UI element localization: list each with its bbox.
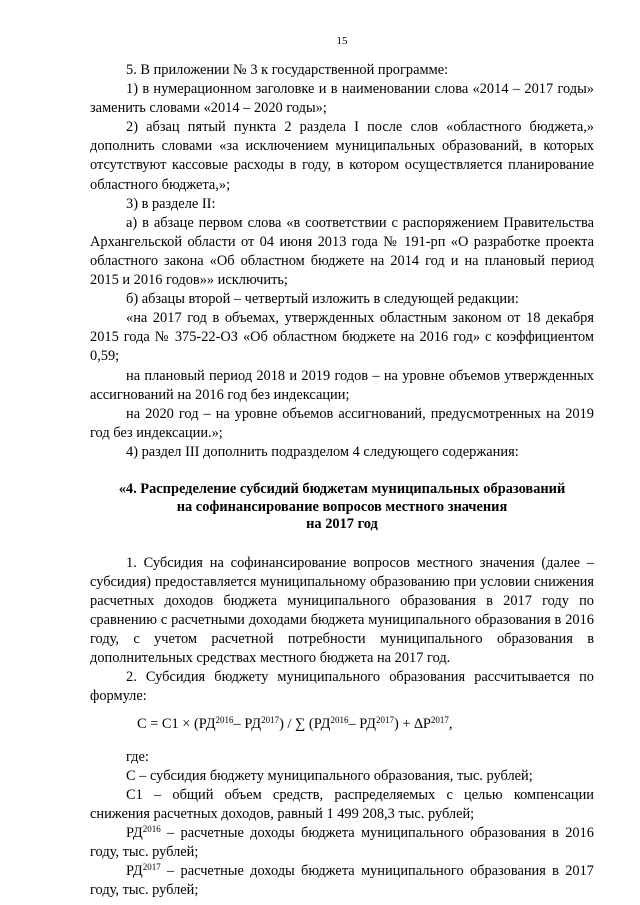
formula-superscript: 2017 xyxy=(261,714,280,725)
definition-text: – расчетные доходы бюджета муниципального образования в 2016 году, тыс. рублей; xyxy=(90,824,594,861)
heading-line-2: на софинансирование вопросов местного значения xyxy=(176,498,508,515)
amendment-item-3: 3) в разделе II: xyxy=(126,195,216,212)
formula-part: , xyxy=(448,715,453,732)
amendment-item-3a: а) в абзаце первом слова «в соответствии с распоряжением Правительства Архангельской области от 04 июня 2013 года № 191-рп «О разработке проекта областного закона «Об областном бюджете на 2014 год и на плановый период 2015 и 2016 годов»» исключить; xyxy=(90,214,594,289)
symbol-rd: РД xyxy=(126,824,143,841)
amendment-item-2: 2) абзац пятый пункта 2 раздела I после слов «областного бюджета,» дополнить словами «за исключением муниципальных образований, в которых отсутствуют кассовые расходы в году, в котором осуществляется планирование областного бюджета,»; xyxy=(90,119,594,193)
heading-line-1: «4. Распределение субсидий бюджетам муниципальных образований xyxy=(118,480,566,497)
definition-c1: С1 – общий объем средств, распределяемых с целью компенсации снижения расчетных доходов, равный 1 499 208,3 тыс. рублей; xyxy=(90,786,594,822)
page-number: 15 xyxy=(336,35,348,47)
section-heading xyxy=(90,481,594,534)
where-label: где: xyxy=(126,748,149,765)
symbol-rd: РД xyxy=(126,863,143,880)
amendment-item-1: 1) в нумерационном заголовке и в наименовании слова «2014 – 2017 годы» заменить словами «2014 – 2020 годы»; xyxy=(90,81,594,117)
symbol-superscript: 2016 xyxy=(142,823,161,834)
definition-rd2016 xyxy=(90,824,594,862)
definition-c: С – субсидия бюджету муниципального образования, тыс. рублей; xyxy=(126,767,533,784)
formula-superscript: 2016 xyxy=(215,714,234,725)
definition-rd2017 xyxy=(90,862,594,900)
symbol-superscript: 2017 xyxy=(142,862,161,873)
amendment-quote-2020: на 2020 год – на уровне объемов ассигнований, предусмотренных на 2019 год без индексации.»; xyxy=(90,405,594,441)
subsidy-formula xyxy=(137,715,594,734)
heading-line-3: на 2017 год xyxy=(306,516,378,533)
formula-superscript: 2017 xyxy=(375,714,394,725)
amendment-item-3b: б) абзацы второй – четвертый изложить в следующей редакции: xyxy=(126,291,519,308)
formula-superscript: 2016 xyxy=(330,714,349,725)
subsidy-paragraph-2: 2. Субсидия бюджету муниципального образования рассчитывается по формуле: xyxy=(90,669,594,705)
formula-part: – РД xyxy=(348,715,376,732)
definition-text: – расчетные доходы бюджета муниципального образования в 2017 году, тыс. рублей; xyxy=(90,863,594,899)
amendment-item-4: 4) раздел III дополнить подразделом 4 следующего содержания: xyxy=(126,443,519,460)
amendment-intro: 5. В приложении № 3 к государственной программе: xyxy=(126,62,449,78)
formula-part: С = С1 × (РД xyxy=(137,715,216,732)
formula-part: – РД xyxy=(233,715,262,732)
amendment-quote-2018-2019: на плановый период 2018 и 2019 годов – на уровне объемов утвержденных ассигнований на 2016 год без индексации; xyxy=(90,367,594,403)
subsidy-paragraph-1: 1. Субсидия на софинансирование вопросов местного значения (далее – субсидия) предоставляется муниципальному образованию при условии снижения расчетных доходов бюджета муниципального образования в 2017 году по сравнению с расчетными доходами бюджета муниципального образования в 2016 году, с учетом расчетной потребности муниципального образования в дополнительных средствах местного бюджета на 2017 год. xyxy=(90,554,594,667)
formula-part: ) / ∑ (РД xyxy=(279,715,331,732)
formula-superscript: 2017 xyxy=(430,714,449,725)
amendment-quote-2017: «на 2017 год в объемах, утвержденных областным законом от 18 декабря 2015 года № 375-22-ОЗ «Об областном бюджете на 2016 год» с коэффициентом 0,59; xyxy=(90,310,594,365)
formula-part: ) + ∆Р xyxy=(393,715,431,732)
